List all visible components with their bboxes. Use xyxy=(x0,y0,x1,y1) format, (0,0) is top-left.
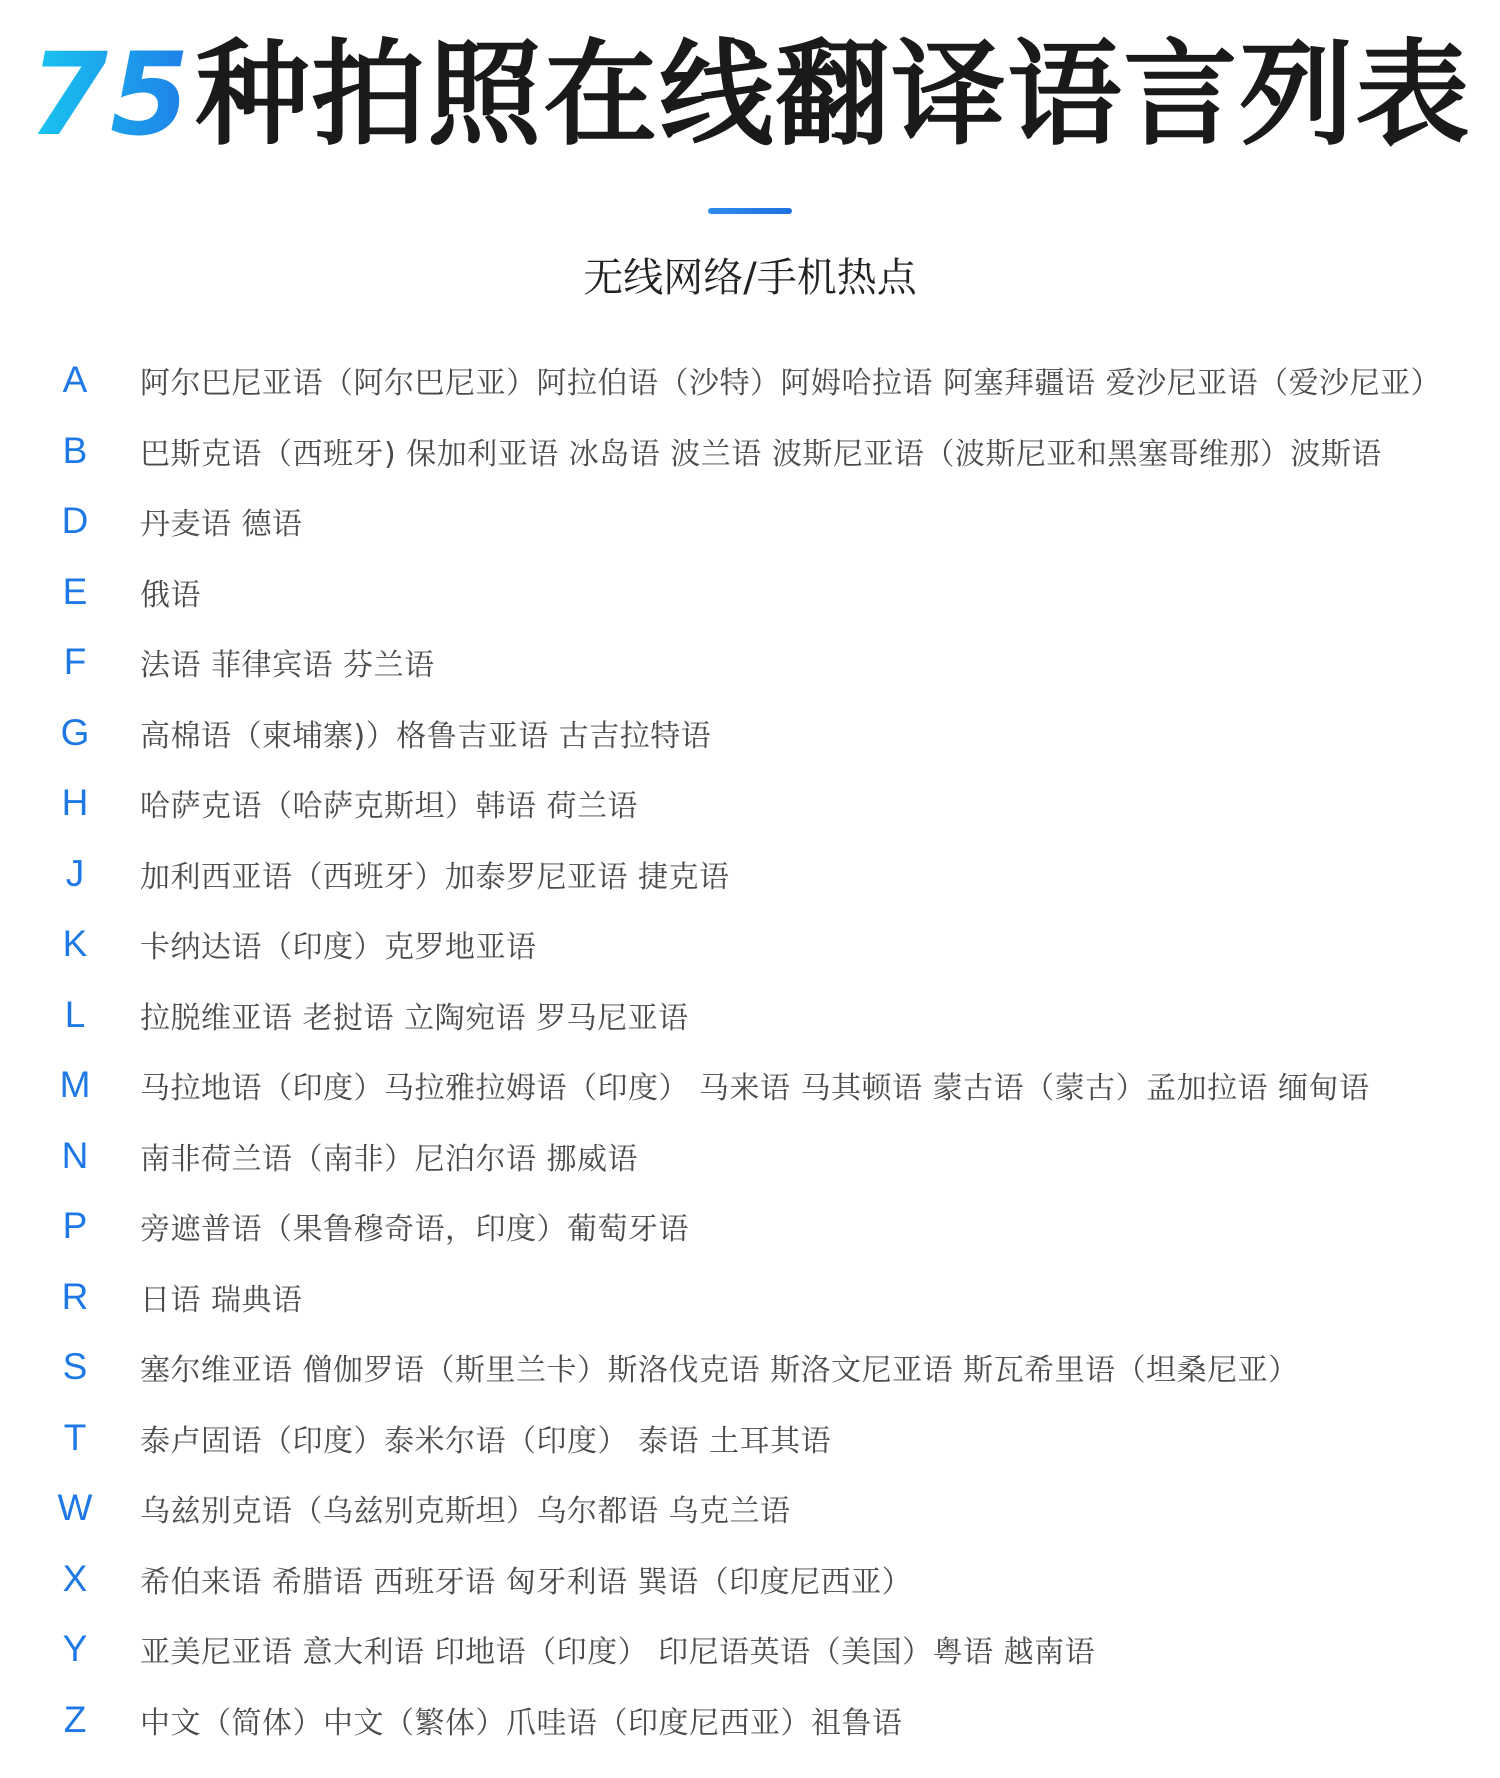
language-row-h xyxy=(40,768,1480,839)
language-names: 泰卢固语（印度）泰米尔语（印度） 泰语 土耳其语 xyxy=(140,1423,832,1459)
language-names: 拉脱维亚语 老挝语 立陶宛语 罗马尼亚语 xyxy=(140,1000,689,1036)
index-letter: F xyxy=(63,641,87,683)
index-letter: K xyxy=(62,923,88,965)
language-names: 高棉语（柬埔寨)）格鲁吉亚语 古吉拉特语 xyxy=(140,718,712,754)
index-letter: A xyxy=(62,359,88,401)
language-row-m xyxy=(40,1050,1480,1121)
index-letter: Z xyxy=(63,1698,87,1740)
page-title xyxy=(0,30,1500,160)
language-names: 阿尔巴尼亚语（阿尔巴尼亚）阿拉伯语（沙特）阿姆哈拉语 阿塞拜疆语 爱沙尼亚语（爱沙尼亚） xyxy=(140,366,1442,402)
language-names: 马拉地语（印度）马拉雅拉姆语（印度） 马来语 马其顿语 蒙古语（蒙古）孟加拉语 缅甸语 xyxy=(140,1071,1370,1107)
language-names: 卡纳达语（印度）克罗地亚语 xyxy=(140,930,537,966)
language-row-d xyxy=(40,486,1480,557)
language-row-b xyxy=(40,416,1480,487)
language-row-l xyxy=(40,980,1480,1051)
index-letter: Y xyxy=(62,1628,88,1670)
language-row-a xyxy=(40,345,1480,416)
index-letter: B xyxy=(62,429,88,471)
language-list xyxy=(40,345,1480,1755)
index-letter: R xyxy=(61,1275,89,1317)
language-row-f xyxy=(40,627,1480,698)
language-row-x xyxy=(40,1544,1480,1615)
index-letter: G xyxy=(60,711,90,753)
index-letter: H xyxy=(61,782,89,824)
index-letter: M xyxy=(59,1064,91,1106)
language-names: 旁遮普语（果鲁穆奇语，印度）葡萄牙语 xyxy=(140,1212,689,1248)
language-names: 巴斯克语（西班牙) 保加利亚语 冰岛语 波兰语 波斯尼亚语（波斯尼亚和黑塞哥维那）波斯语 xyxy=(140,436,1382,472)
language-row-p xyxy=(40,1191,1480,1262)
language-names: 南非荷兰语（南非）尼泊尔语 挪威语 xyxy=(140,1141,639,1177)
index-letter: T xyxy=(63,1416,87,1458)
language-names: 日语 瑞典语 xyxy=(140,1282,303,1318)
language-names: 哈萨克语（哈萨克斯坦）韩语 荷兰语 xyxy=(140,789,639,825)
language-row-w xyxy=(40,1473,1480,1544)
language-row-s xyxy=(40,1332,1480,1403)
language-row-g xyxy=(40,698,1480,769)
language-row-n xyxy=(40,1121,1480,1192)
index-letter: E xyxy=(62,570,88,612)
language-row-r xyxy=(40,1262,1480,1333)
index-letter: L xyxy=(64,993,86,1035)
language-row-j xyxy=(40,839,1480,910)
title-text: 种拍照在线翻译语言列表 xyxy=(195,28,1472,161)
title-number: 75 xyxy=(28,28,192,161)
language-row-k xyxy=(40,909,1480,980)
index-letter: J xyxy=(65,852,85,894)
language-names: 俄语 xyxy=(140,577,201,613)
language-names: 乌兹别克语（乌兹别克斯坦）乌尔都语 乌克兰语 xyxy=(140,1494,791,1530)
language-names: 希伯来语 希腊语 西班牙语 匈牙利语 巽语（印度尼西亚） xyxy=(140,1564,913,1600)
index-letter: X xyxy=(62,1557,88,1599)
language-row-t xyxy=(40,1403,1480,1474)
index-letter: W xyxy=(57,1487,93,1529)
language-names: 丹麦语 德语 xyxy=(140,507,303,543)
title-divider xyxy=(708,208,792,214)
language-names: 法语 菲律宾语 芬兰语 xyxy=(140,648,435,684)
language-names: 塞尔维亚语 僧伽罗语（斯里兰卡）斯洛伐克语 斯洛文尼亚语 斯瓦希里语（坦桑尼亚） xyxy=(140,1353,1299,1389)
language-names: 亚美尼亚语 意大利语 印地语（印度） 印尼语英语（美国）粤语 越南语 xyxy=(140,1635,1096,1671)
language-row-e xyxy=(40,557,1480,628)
language-names: 加利西亚语（西班牙）加泰罗尼亚语 捷克语 xyxy=(140,859,730,895)
language-row-z xyxy=(40,1685,1480,1756)
index-letter: S xyxy=(62,1346,88,1388)
language-names: 中文（简体）中文（繁体）爪哇语（印度尼西亚）祖鲁语 xyxy=(140,1705,903,1741)
subtitle: 无线网络/手机热点 xyxy=(583,255,917,301)
index-letter: P xyxy=(62,1205,88,1247)
index-letter: D xyxy=(61,500,89,542)
language-row-y xyxy=(40,1614,1480,1685)
index-letter: N xyxy=(61,1134,89,1176)
